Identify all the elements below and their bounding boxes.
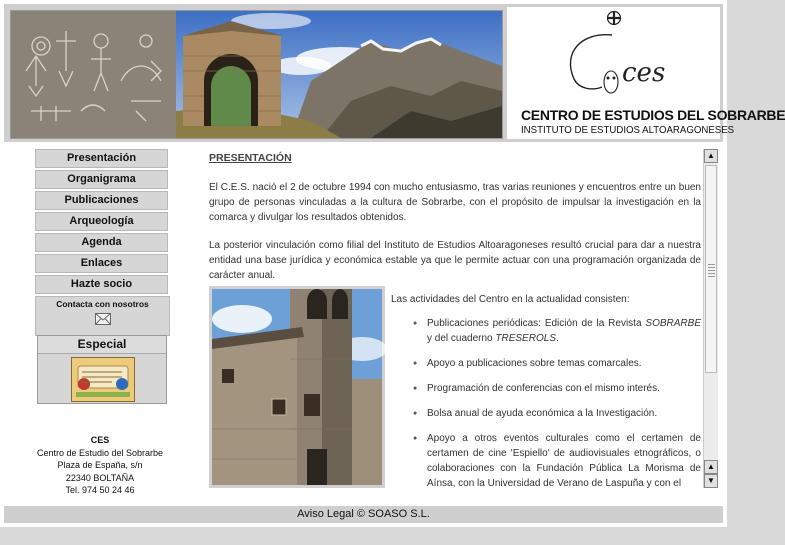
grip-icon [708, 264, 715, 278]
header [4, 4, 785, 142]
list-item: ● Apoyo a otros eventos culturales como el certamen de certamen de cine 'Espiello' de audiovisuales etnográficos, o colaboraciones con la Fundación Pública La Morisma de Aínsa, con la Universidad de Verano de Laspuña y con el [409, 431, 701, 491]
especial-title: Especial [38, 336, 166, 354]
contact-label: Contacta con nosotros [56, 299, 149, 309]
cross-emblem-icon [608, 12, 621, 25]
church-tower-photo [209, 286, 385, 488]
scroll-up-button[interactable]: ▲ [704, 149, 718, 163]
activities-list [409, 316, 701, 501]
nav-item-enlaces[interactable]: Enlaces [35, 254, 168, 273]
scroll-thumb[interactable] [705, 165, 717, 373]
contact-link[interactable] [35, 296, 170, 336]
sidebar-nav [35, 149, 168, 336]
main-content [209, 150, 701, 488]
logo-title: CENTRO DE ESTUDIOS DEL SOBRARBE [521, 107, 785, 123]
list-item: ● Programación de conferencias con el mismo interés. [409, 381, 701, 396]
list-item: ● Publicaciones periódicas: Edición de la Revista SOBRARBE y del cuaderno TRESEROLS. [409, 316, 701, 346]
content-scrollbar[interactable] [703, 149, 718, 488]
logo-subtitle: INSTITUTO DE ESTUDIOS ALTOARAGONESES [521, 124, 735, 136]
address-block [25, 434, 175, 497]
especial-panel [37, 335, 167, 404]
especial-banner-image[interactable] [71, 357, 135, 402]
nav-item-hazte-socio[interactable]: Hazte socio [35, 275, 168, 294]
logo-mark: ces [622, 58, 666, 88]
intro-paragraph: El C.E.S. nació el 2 de octubre 1994 con mucho entusiasmo, tras varias reuniones y encuentros entre un buen grupo de personas vinculadas a la cultura de Sobrarbe, con el propósito de impulsar la investigación en la comarca y divulgar los resultados obtenidos. [209, 182, 701, 223]
bottom-strip [0, 527, 727, 545]
address-org: CES [90, 435, 110, 445]
nav-item-publicaciones[interactable]: Publicaciones [35, 191, 168, 210]
header-banner-image [10, 10, 503, 139]
scroll-up-button-lower[interactable]: ▲ [704, 460, 718, 474]
address-line: 22340 BOLTAÑA [65, 472, 135, 483]
page-title: PRESENTACIÓN [209, 152, 292, 164]
activities-intro: Las actividades del Centro en la actualidad consisten: [391, 294, 630, 305]
envelope-icon[interactable] [95, 312, 111, 330]
list-item: ● Bolsa anual de ayuda económica a la Investigación. [409, 406, 701, 421]
nav-item-arqueologia[interactable]: Arqueología [35, 212, 168, 231]
nav-item-agenda[interactable]: Agenda [35, 233, 168, 252]
address-line: Plaza de España, s/n [57, 460, 143, 470]
footer [4, 506, 723, 523]
nav-item-organigrama[interactable]: Organigrama [35, 170, 168, 189]
address-line: Centro de Estudio del Sobrarbe [36, 447, 164, 458]
affiliation-paragraph: La posterior vinculación como filial del Instituto de Estudios Altoaragoneses resultó crucial para dar a nuestra entidad una base jurídica y económica estable ya que le permite actuar con una programación organizada de carácter anual. [209, 240, 701, 281]
nav-item-presentacion[interactable]: Presentación [35, 149, 168, 168]
scroll-down-button[interactable]: ▼ [704, 474, 718, 488]
list-item: ● Apoyo a publicaciones sobre temas comarcales. [409, 356, 701, 371]
ces-logo[interactable] [507, 7, 785, 139]
address-phone: Tel. 974 50 24 46 [65, 485, 135, 495]
footer-text[interactable]: Aviso Legal © SOASO S.L. [297, 508, 430, 520]
